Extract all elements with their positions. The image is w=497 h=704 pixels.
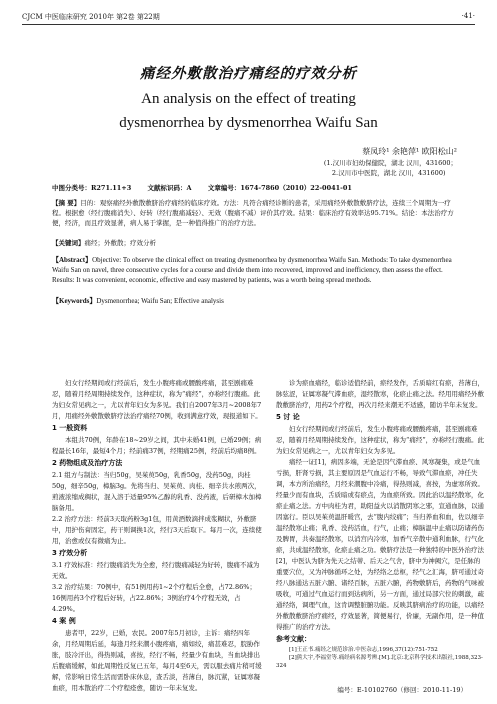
affiliations	[324, 158, 457, 178]
keywords-english	[52, 296, 461, 306]
abstract-cn-label: 【摘 要】	[52, 199, 81, 207]
title-english-line1: An analysis on the effect of treating	[141, 91, 356, 107]
section-heading: 3 疗效分析	[52, 549, 88, 557]
paragraph: 患者甲，22岁，已婚，农民。2007年5月初诊，主诉：痛经四年余，月经周期后延，每逢月经来潮小腹疼痛，痛如绞，痛甚难忍，脘胁作胀，肢冷汗出，得热则减，喜按，经行不畅，经量少有血块，当血块排出后腹痛缓解，如此周期性反复已五年，每月4至6天，需以服去痛片稍可缓解，常影响日常生活而需卧床休息，查舌淡，苔薄白，脉沉紧，证属寒凝血瘀，用本散治疗二个疗程痊愈，随访一年未复发。	[52, 629, 262, 692]
affiliation-2: 2.汉川市中医院，湖北 汉川，431600)	[331, 169, 446, 177]
footer-editor-note: 编号：E-10102760（修回：2010-11-19）	[337, 686, 467, 694]
affiliation-1: (1.汉川市妇幼保健院，湖北 汉川，431600；	[323, 159, 457, 167]
keywords-en-text: Dysmenorrhea; Waifu San; Effective analysis	[96, 297, 224, 305]
article-number: 文章编号：1674-7860（2010）22-0041-01	[207, 184, 352, 192]
paragraph: 3.2 治疗结果：70例中，有51例用药1~2个疗程后全愈，占72.86%；16例用药3个疗程后好转，占22.86%；3例治疗4个疗程无效，占4.29%。	[52, 583, 256, 613]
paragraph: 诊为瘀血痛经，临诊适值经前，瘀经发作，舌质暗红有瘀，苔薄白，脉弦涩，证属寒凝气滞血瘀，湿经散寒，化瘀止痛之法。经用用痛经外敷散敷脐治疗，用药2个疗程，再次月经来潮无不适感，随访半年未复发。	[276, 379, 484, 409]
page-number: ·41·	[461, 12, 475, 20]
running-header	[22, 12, 475, 25]
title-chinese: 痛经外敷散治疗痛经的疗效分析	[140, 65, 357, 82]
paragraph: 妇女行经期间或行经前后，发生小腹疼痛或腰酸疼痛，甚至剧痛难忍，随着月经周期持续发作，这种症状，称为“痛经”，亦称经行腹痛。此为妇女常见病之一，尤以青年妇女为多见。我们自2007年3月~2008年7月，用痛经外敷散敷脐疗法治疗痛经70例，收到满意疗效，现报道如下。	[52, 379, 262, 420]
abstract-english	[52, 255, 461, 285]
body-right-column	[276, 378, 486, 670]
paragraph: 2.1 组方与制法：当归50g，吴茱萸50g，乳香50g，没药50g，肉桂50g，细辛50g，樟脑3g。先将当归、吴茱萸、肉桂、细辛共水煎两次，煎液浓缩成稠状，混入溶于适量95%乙醇的乳香、没药液，后研樟木加樟脑备用。	[52, 471, 262, 512]
abstract-en-label: 【Abstract】	[52, 256, 93, 264]
keywords-chinese	[52, 238, 461, 248]
section-heading: 5 讨 论	[276, 413, 300, 421]
body-left-column	[52, 378, 262, 694]
clc-number: 中图分类号：R271.11+3	[52, 184, 132, 192]
abstract-cn-text: 目的：观察痛经外敷散敷脐治疗痛经的临床疗效。方法：凡符合痛经诊断的患者，采用痛经外敷散敷脐疗法，连续三个周期为一疗程。根据愈（经行腹痛消失）、好转（经行腹痛减轻）、无效（腹痛不减）评价其疗效。结果：临床治疗有效率达95.71%。结论：本法治疗方便，经济，而且疗效显著，病人易于掌握，是一种值得推广的治疗方法。	[52, 199, 454, 227]
keywords-en-label: 【Keywords】	[52, 297, 97, 305]
abstract-chinese	[52, 198, 461, 228]
section-heading: 2 药物组成及治疗方法	[52, 459, 123, 467]
paragraph: 本组共70例，年龄在18~29岁之间，其中未婚41例，已婚29例；病程最长16年，最短4个月；经前痛37例，经期痛25例，经前后均痛8例。	[52, 436, 262, 455]
authors: 蔡凤玲¹ 余艳萍¹ 欧阳松山²	[362, 147, 457, 156]
section-heading: 4 案 例	[52, 617, 76, 625]
title-english-line2: dysmenorrhea by dysmenorrhea Waifu San	[119, 115, 378, 131]
paragraph: 3.1 疗效标准：经行腹痛消失为全愈，经行腹痛减轻为好转，腹痛不减为无效。	[52, 561, 260, 580]
paragraph: 痛经一证[1]，病因多端，无论是因气滞血瘀、风寒凝集，或是气血亏损，肝肾亏损，其主要原因是气血运行不畅，导致气滞血瘀，冲任失调，本方所治痛经，月经来潮腹中冷痛，得热则减，喜按，为虚寒所致。经量少而有血块，舌质暗或有瘀点，为血瘀所致。因此治以温经散寒，化瘀止痛之法。方中肉桂为君，助阳益火以消散阴寒之邪，宣通血脉，以通因塞行。臣以吴茱萸温肝暖宫，去“腹内绞痛”；当归养血和血，佐以细辛温经散寒止痛；乳香、没药活血，行气，止痛；樟脑温中止痛以防诸药伤及脾胃，共奏温经散寒，以消宫内冷寒，加香气辛散中通利血脉，行气化瘀，共成温经散寒，化瘀止痛之功。敷脐疗法是一种独特的中医外治疗法[2]，中医认为脐为先天之结蒂、后天之气舍，脐中为神阙穴，是任脉的重要穴位，又为冲脉循环之处，为经络之总枢，经气之汇海，脐可通过奇经八脉通达五脏六腑、诸经百脉，五脏六腑，药物敷脐后，药物的气味被吸收，可通过气血运行而到达病所，另一方面，通过局部穴位的刺激，疏通经络，调理气血，这肯调整脏腑功能。反映其脐病治疗的功能，以痛经外敷散敷脐治疗痛经，疗效显著，简便易行，价廉，无副作用，是一种值得推广的治疗方法。	[276, 458, 485, 631]
reference-item: [2]熊大宇,李福堂等.痛经病名源考辨.[M].北京:北京科学技术出版社,1988,323-324	[276, 655, 483, 669]
paragraph: 妇女行经期间或行经前后，发生小腹疼痛或腰酸疼痛，甚至剧痛难忍，随着月经周期持续发作，这种症状，称为“痛经”，亦称经行腹痛。此为妇女常见病之一，尤以青年妇女为多见。	[276, 425, 485, 455]
reference-item: [1]王正书.痛经之规范诊治.中医杂志,1996,37(12):751-752	[289, 647, 438, 653]
document-code: 文献标识码：A	[147, 184, 192, 192]
article-meta	[52, 183, 366, 192]
keywords-cn-text: 痛经；外敷散；疗效分析	[84, 239, 156, 247]
journal-header: CJCM 中医临床研究 2010年 第2卷 第22期	[22, 13, 160, 21]
keywords-cn-label: 【关键词】	[52, 239, 85, 247]
section-heading: 参考文献：	[276, 635, 311, 643]
abstract-en-text: Objective: To observe the clinical effect on treating dysmenorrhea by dysmenorrhea Waifu San. Methods: To take dysmenorrhea Waifu San on navel, three consecutive cycles for a course and divide them into recovered, improved and inefficiency, then assess the effect. Results: It was convenient, economic, effective and easy mastered by patients, was a worth being spread methods.	[52, 256, 452, 284]
section-heading: 1 一般资料	[52, 424, 88, 432]
paragraph: 2.2 治疗方法：经前3天取药粉3g1包，用黄酒数滴拌成浆糊状，外敷脐中，用护伤膏固定，药干则调换1次，经行3天后取下。每月一次，连续使用，治愈或仅有微痛为止。	[52, 515, 262, 545]
